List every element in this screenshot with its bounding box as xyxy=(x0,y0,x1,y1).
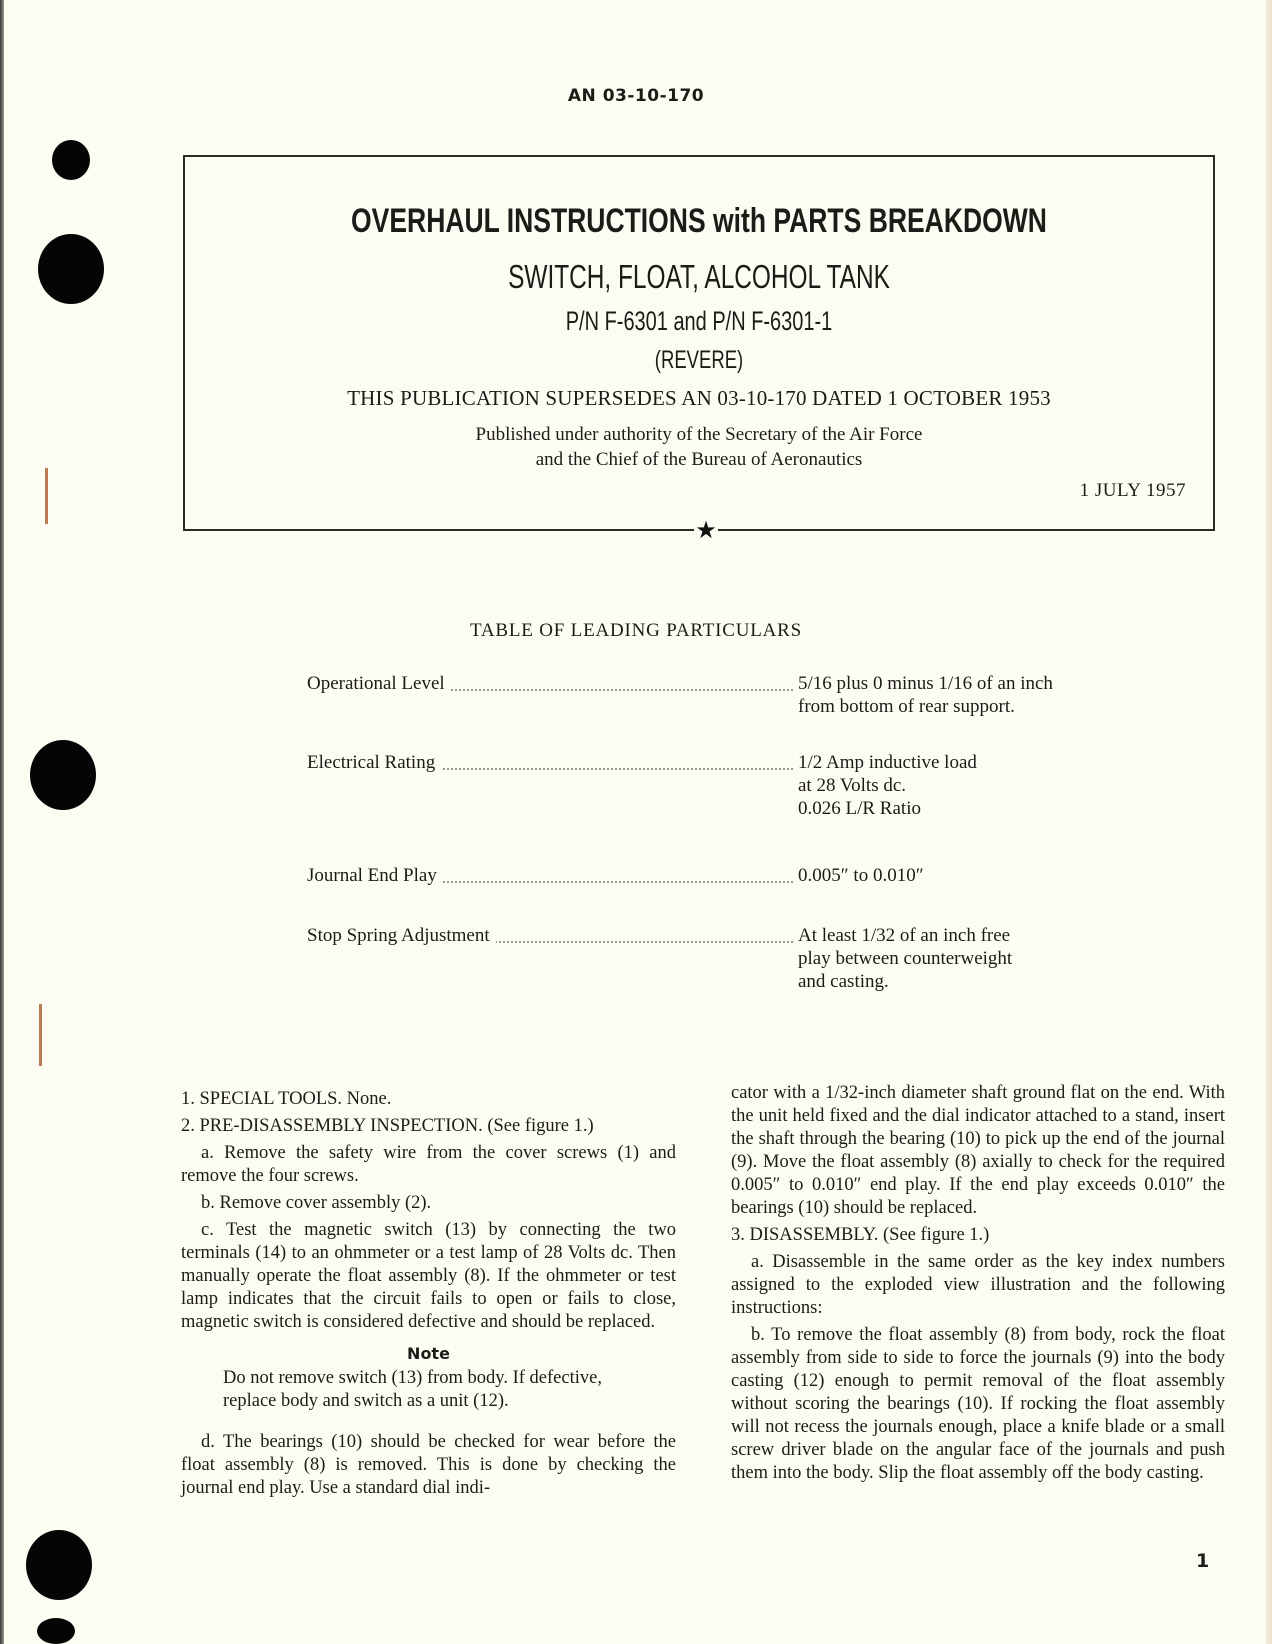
step-2d-continued: cator with a 1/32-inch diameter shaft ground flat on the end. With the unit held fixed and the dial indicator attached to a stand, insert the shaft through the bearing (10) to pick up the end of the journal (9). Move the float assembly (8) axially to check for the required 0.005″ to 0.010″ end play. If the end play exceeds 0.010″ the bearings (10) should be replaced. xyxy=(731,1083,1225,1218)
staple-mark xyxy=(45,468,48,524)
step-3b: b. To remove the float assembly (8) from body, rock the float assembly from side to side to force the journals (9) into the body casting (12) enough to permit removal of the float assembly without scoring the bearings (10). If rocking the float assembly will not recess the journals enough, place a knife blade or a small screw driver blade on the angular face of the journals and push them into the body. Slip the float assembly off the body casting. xyxy=(731,1325,1225,1483)
document-number: AN 03-10-170 xyxy=(567,86,705,106)
authority-line: and the Chief of the Bureau of Aeronautics xyxy=(535,449,863,470)
section-disassembly: 3. DISASSEMBLY. (See figure 1.) xyxy=(731,1225,990,1245)
particulars-label: Stop Spring Adjustment xyxy=(307,924,496,947)
particulars-value xyxy=(798,672,1078,718)
step-2a: a. Remove the safety wire from the cover screws (1) and remove the four screws. xyxy=(181,1143,676,1186)
main-title: OVERHAUL INSTRUCTIONS with PARTS BREAKDOWN xyxy=(351,202,1047,240)
subject-title: SWITCH, FLOAT, ALCOHOL TANK xyxy=(508,258,890,295)
value-line: At least 1/32 of an inch free xyxy=(798,925,1011,946)
step-3a: a. Disassemble in the same order as the key index numbers assigned to the exploded view illustration and the following instructions: xyxy=(731,1252,1225,1318)
punch-hole-icon xyxy=(52,140,90,180)
particulars-value xyxy=(798,924,1078,993)
section-pre-disassembly: 2. PRE-DISASSEMBLY INSPECTION. (See figure 1.) xyxy=(181,1116,594,1136)
body-column-left xyxy=(181,1088,676,1504)
leading-particulars-heading: TABLE OF LEADING PARTICULARS xyxy=(469,620,803,641)
section-special-tools: 1. SPECIAL TOOLS. None. xyxy=(181,1089,392,1109)
particulars-label: Journal End Play xyxy=(307,864,443,887)
authority-line: Published under authority of the Secretary of the Air Force xyxy=(475,424,923,445)
step-2c: c. Test the magnetic switch (13) by connecting the two terminals (14) to an ohmmeter or a test lamp of 28 Volts dc. Then manually operate the float assembly (8). If the ohmmeter or test lamp indicates that the circuit fails to open or fails to close, magnetic switch is considered defective and should be replaced. xyxy=(181,1220,676,1332)
value-line: 5/16 plus 0 minus 1/16 of an inch xyxy=(798,673,1053,694)
page-edge-tint xyxy=(1266,0,1272,1644)
punch-hole-icon xyxy=(26,1530,92,1600)
punch-hole-icon xyxy=(38,234,104,304)
manufacturer: (REVERE) xyxy=(654,346,744,374)
punch-hole-icon xyxy=(37,1618,75,1644)
punch-hole-icon xyxy=(30,740,96,810)
particulars-value xyxy=(798,751,1078,820)
supersedes-notice: THIS PUBLICATION SUPERSEDES AN 03-10-170 DATED 1 OCTOBER 1953 xyxy=(347,386,1051,410)
value-line: play between counterweight xyxy=(798,948,1013,969)
value-line: 1/2 Amp inductive load xyxy=(798,752,977,773)
step-2b: b. Remove cover assembly (2). xyxy=(201,1193,432,1213)
value-line: 0.005″ to 0.010″ xyxy=(798,865,924,886)
value-line: at 28 Volts dc. xyxy=(798,775,907,796)
particulars-label: Electrical Rating xyxy=(307,751,441,774)
part-numbers: P/N F-6301 and P/N F-6301-1 xyxy=(565,306,833,336)
star-icon: ★ xyxy=(695,516,717,544)
body-column-right xyxy=(731,1082,1225,1489)
value-line: from bottom of rear support. xyxy=(798,696,1015,717)
note-text: Do not remove switch (13) from body. If defective, replace body and switch as a unit (12). xyxy=(223,1368,602,1411)
note-heading: Note xyxy=(407,1344,450,1363)
value-line: and casting. xyxy=(798,971,889,992)
page-edge-shadow xyxy=(0,0,4,1644)
value-line: 0.026 L/R Ratio xyxy=(798,798,921,819)
authority-statement xyxy=(183,422,1215,472)
particulars-label: Operational Level xyxy=(307,672,451,695)
page-number: 1 xyxy=(1196,1550,1210,1572)
staple-mark xyxy=(39,1004,42,1066)
step-2d: d. The bearings (10) should be checked for wear before the float assembly (8) is removed. This is done by checking the journal end play. Use a standard dial indi- xyxy=(181,1432,676,1498)
publication-date: 1 JULY 1957 xyxy=(1079,480,1186,501)
particulars-value xyxy=(798,864,1078,887)
